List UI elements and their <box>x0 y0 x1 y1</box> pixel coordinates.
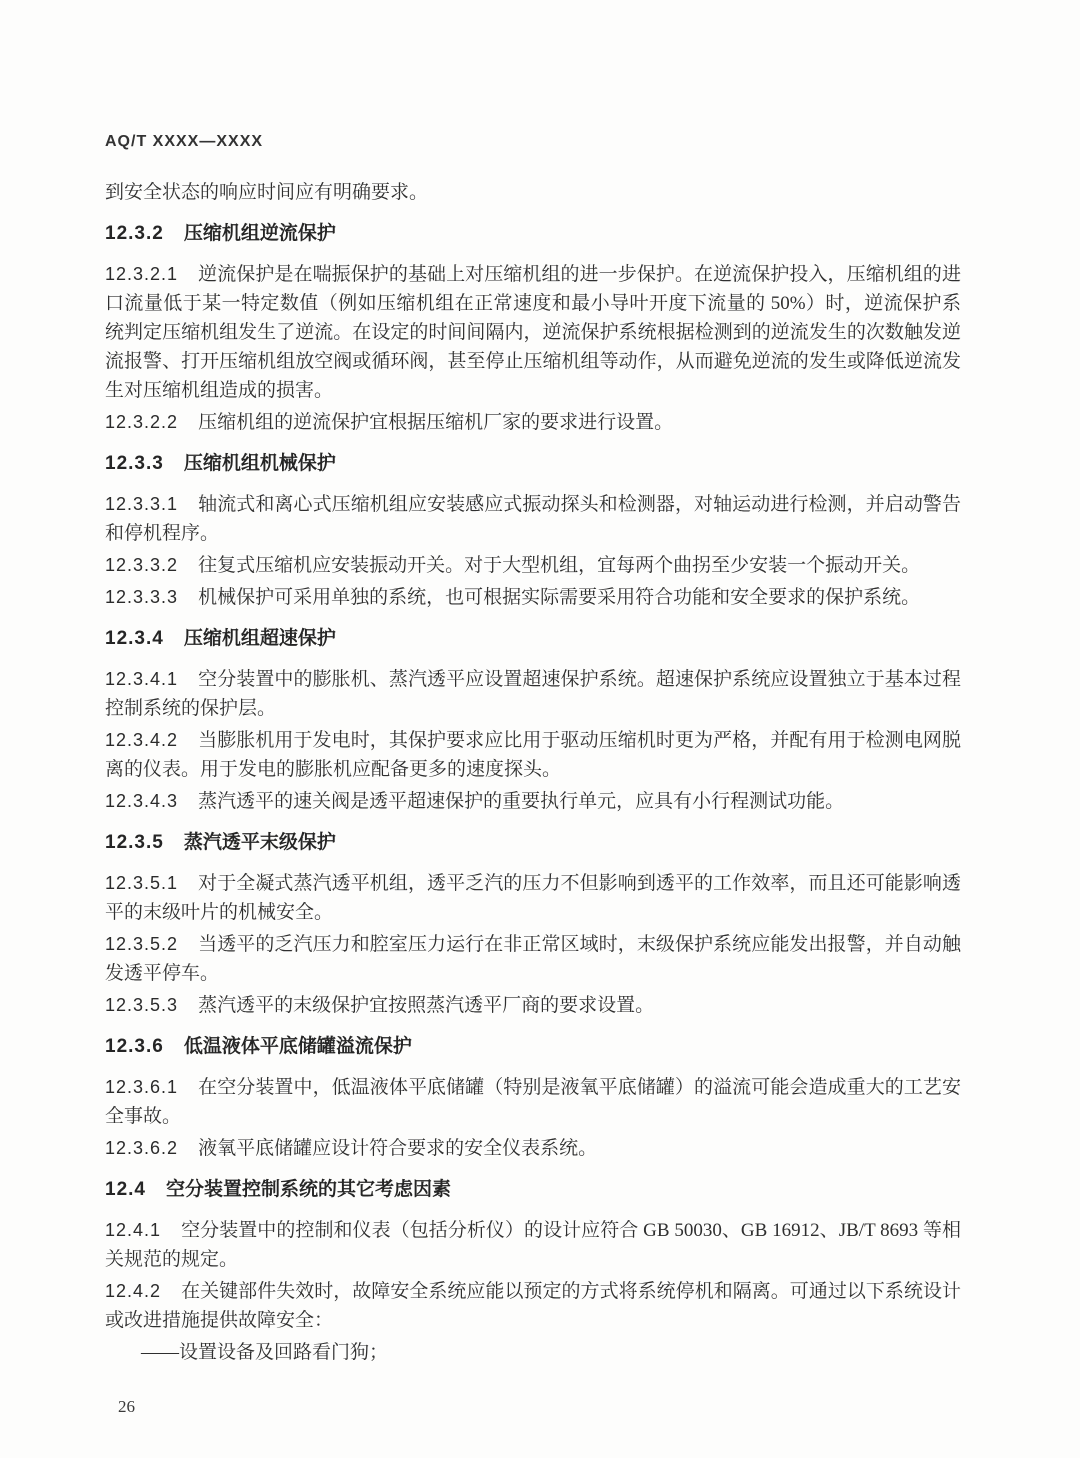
clause-number: 12.4.1 <box>105 1220 162 1240</box>
document-code-header: AQ/T XXXX—XXXX <box>105 133 264 150</box>
clause-paragraph <box>105 930 961 988</box>
clause-paragraph <box>105 1277 961 1335</box>
section-number: 12.3.2 <box>105 223 164 244</box>
clause-paragraph <box>105 1216 961 1274</box>
section-title: 压缩机组逆流保护 <box>183 223 336 244</box>
clause-number: 12.3.6.2 <box>105 1138 179 1158</box>
clause-text: 蒸汽透平的速关阀是透平超速保护的重要执行单元，应具有小行程测试功能。 <box>198 791 845 812</box>
clause-text: 压缩机组的逆流保护宜根据压缩机厂家的要求进行设置。 <box>198 412 674 433</box>
clause-text: 轴流式和离心式压缩机组应安装感应式振动探头和检测器，对轴运动进行检测，并启动警告和停机程序。 <box>105 494 961 544</box>
clause-text: 往复式压缩机应安装振动开关。对于大型机组，宜每两个曲拐至少安装一个振动开关。 <box>198 555 921 576</box>
clause-number: 12.3.5.1 <box>105 873 179 893</box>
section-title: 压缩机组超速保护 <box>183 628 336 649</box>
section-title: 空分装置控制系统的其它考虑因素 <box>165 1179 451 1200</box>
clause-paragraph <box>105 1073 961 1131</box>
section-heading <box>105 219 961 248</box>
clause-paragraph <box>105 991 961 1020</box>
page-number: 26 <box>118 1397 135 1416</box>
clause-paragraph <box>105 1134 961 1163</box>
clause-number: 12.3.3.1 <box>105 494 179 514</box>
clause-number: 12.3.2.2 <box>105 412 179 432</box>
clause-number: 12.3.4.1 <box>105 669 179 689</box>
clause-text: 在空分装置中，低温液体平底储罐（特别是液氧平底储罐）的溢流可能会造成重大的工艺安全事故。 <box>105 1077 961 1127</box>
section-number: 12.3.3 <box>105 453 164 474</box>
document-content <box>105 132 961 1370</box>
clause-number: 12.4.2 <box>105 1281 162 1301</box>
section-number: 12.3.5 <box>105 832 164 853</box>
clause-paragraph <box>105 551 961 580</box>
clause-paragraph <box>105 408 961 437</box>
clause-text: 当透平的乏汽压力和腔室压力运行在非正常区域时，末级保护系统应能发出报警，并自动触发透平停车。 <box>105 934 961 984</box>
document-body <box>105 178 961 1367</box>
clause-paragraph <box>105 665 961 723</box>
section-number: 12.4 <box>105 1179 146 1200</box>
section-number: 12.3.6 <box>105 1036 164 1057</box>
clause-text: 对于全凝式蒸汽透平机组，透平乏汽的压力不但影响到透平的工作效率，而且还可能影响透平的末级叶片的机械安全。 <box>105 873 961 923</box>
section-heading <box>105 1032 961 1061</box>
clause-paragraph <box>105 260 961 405</box>
clause-text: 机械保护可采用单独的系统，也可根据实际需要采用符合功能和安全要求的保护系统。 <box>198 587 921 608</box>
clause-number: 12.3.5.3 <box>105 995 179 1015</box>
clause-number: 12.3.3.2 <box>105 555 179 575</box>
section-title: 低温液体平底储罐溢流保护 <box>183 1036 412 1057</box>
clause-paragraph <box>105 178 961 207</box>
section-heading <box>105 1175 961 1204</box>
dash-list-item: ——设置设备及回路看门狗； <box>141 1342 389 1363</box>
clause-number: 12.3.4.2 <box>105 730 179 750</box>
clause-text: 蒸汽透平的末级保护宜按照蒸汽透平厂商的要求设置。 <box>198 995 655 1016</box>
clause-number: 12.3.2.1 <box>105 264 179 284</box>
clause-text: 空分装置中的控制和仪表（包括分析仪）的设计应符合 GB 50030、GB 16912、JB/T 8693 等相关规范的规定。 <box>105 1220 961 1270</box>
clause-paragraph <box>105 583 961 612</box>
clause-number: 12.3.3.3 <box>105 587 179 607</box>
section-title: 压缩机组机械保护 <box>183 453 336 474</box>
clause-text: 到安全状态的响应时间应有明确要求。 <box>105 182 429 203</box>
clause-text: 空分装置中的膨胀机、蒸汽透平应设置超速保护系统。超速保护系统应设置独立于基本过程控制系统的保护层。 <box>105 669 961 719</box>
clause-paragraph <box>105 869 961 927</box>
clause-paragraph <box>105 787 961 816</box>
clause-paragraph <box>105 490 961 548</box>
section-heading <box>105 449 961 478</box>
clause-number: 12.3.4.3 <box>105 791 179 811</box>
clause-paragraph <box>105 726 961 784</box>
clause-text: 在关键部件失效时，故障安全系统应能以预定的方式将系统停机和隔离。可通过以下系统设计或改进措施提供故障安全： <box>105 1281 961 1331</box>
section-heading <box>105 624 961 653</box>
clause-number: 12.3.5.2 <box>105 934 179 954</box>
section-number: 12.3.4 <box>105 628 164 649</box>
clause-text: 液氧平底储罐应设计符合要求的安全仪表系统。 <box>198 1138 598 1159</box>
section-heading <box>105 828 961 857</box>
clause-number: 12.3.6.1 <box>105 1077 179 1097</box>
clause-text: 逆流保护是在喘振保护的基础上对压缩机组的进一步保护。在逆流保护投入，压缩机组的进口流量低于某一特定数值（例如压缩机组在正常速度和最小导叶开度下流量的 50%）时，逆流保护系统判定压缩机组发生了逆流。在设定的时间间隔内，逆流保护系统根据检测到的逆流发生的次数触发逆流报警、打开压缩机组放空阀或循环阀，甚至停止压缩机组等动作，从而避免逆流的发生或降低逆流发生对压缩机组造成的损害。 <box>105 264 961 401</box>
clause-text: 当膨胀机用于发电时，其保护要求应比用于驱动压缩机时更为严格，并配有用于检测电网脱离的仪表。用于发电的膨胀机应配备更多的速度探头。 <box>105 730 961 780</box>
section-title: 蒸汽透平末级保护 <box>183 832 336 853</box>
